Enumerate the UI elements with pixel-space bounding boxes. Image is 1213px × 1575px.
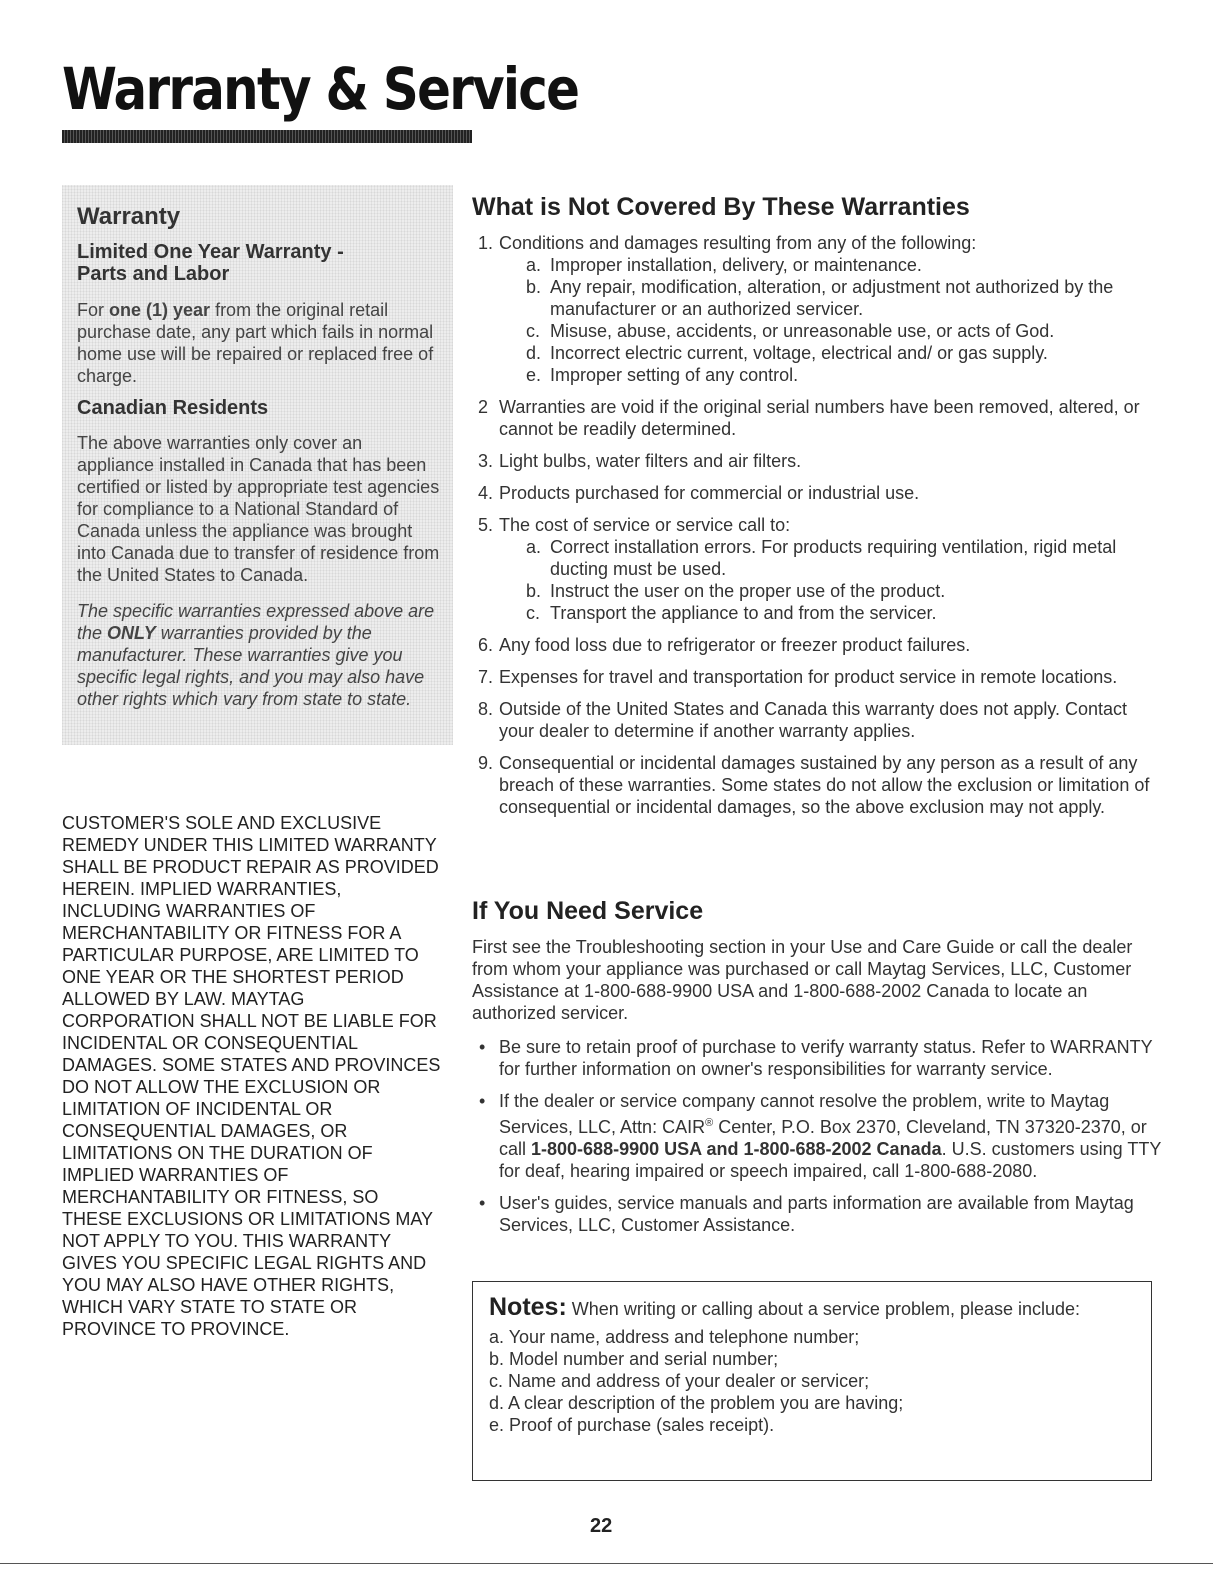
sub-item-text: Improper installation, delivery, or maintenance. (550, 255, 922, 275)
sub-item-letter: a. (526, 255, 542, 275)
limited-warranty-text (77, 299, 441, 387)
item-number: 2 (478, 397, 489, 417)
item-number: 1. (478, 233, 494, 253)
item-text: Conditions and damages resulting from any of the following: (499, 233, 977, 253)
warranty-heading: Warranty (77, 203, 181, 230)
sub-item-text: Incorrect electric current, voltage, electrical and/ or gas supply. (550, 343, 1048, 363)
notes-item: e. Proof of purchase (sales receipt). (489, 1415, 775, 1435)
item-number: 6. (478, 635, 494, 655)
not-covered-item (472, 752, 1162, 818)
not-covered-list (472, 232, 1162, 828)
bullet-marker: • (479, 1091, 486, 1111)
item-number: 4. (478, 483, 494, 503)
service-intro: First see the Troubleshooting section in your Use and Care Guide or call the dealer from whom your appliance was purchased or call Maytag Services, LLC, Customer Assistance at 1-800-688-9900 USA and 1-800-688-2002 Canada to locate an authorized servicer. (472, 937, 1133, 1023)
sub-item-letter: c. (526, 603, 541, 623)
not-covered-item (472, 514, 1162, 624)
sub-item (499, 602, 1162, 624)
limited-text-rest: from the original retail purchase date, any part which fails in normal home use will be repaired or replaced free of charge. (77, 300, 434, 386)
notes-item: a. Your name, address and telephone number; (489, 1327, 860, 1347)
item-text: Expenses for travel and transportation for product service in remote locations. (499, 667, 1118, 687)
not-covered-item (472, 634, 1162, 656)
sub-item (499, 276, 1162, 320)
sub-item-letter: b. (526, 277, 542, 297)
limited-warranty-heading: Limited One Year Warranty - Parts and Labor (77, 241, 344, 285)
sub-item (499, 536, 1162, 580)
service-heading: If You Need Service (472, 897, 704, 925)
item-text: The cost of service or service call to: (499, 515, 791, 535)
sub-item-text: Any repair, modification, alteration, or adjustment not authorized by the manufacturer or an authorized servicer. (550, 277, 1114, 319)
bullet-marker: • (479, 1037, 486, 1057)
not-covered-item (472, 666, 1162, 688)
page-number: 22 (590, 1515, 613, 1537)
bullet-text-c: . U.S. customers using TTY for deaf, hearing impaired or speech impaired, call 1-800-688-2080. (499, 1139, 1162, 1181)
sub-item-letter: d. (526, 343, 542, 363)
notes-item: b. Model number and serial number; (489, 1349, 779, 1369)
notes-list (489, 1326, 1135, 1436)
item-text: Warranties are void if the original serial numbers have been removed, altered, or cannot be readily determined. (499, 397, 1140, 439)
bullet-text: Be sure to retain proof of purchase to verify warranty status. Refer to WARRANTY for further information on owner's responsibilities for warranty service. (499, 1037, 1153, 1079)
notes-item: d. A clear description of the problem you are having; (489, 1393, 904, 1413)
not-covered-item (472, 482, 1162, 504)
item-text: Consequential or incidental damages sustained by any person as a result of any breach of these warranties. Some states do not allow the exclusion or limitation of consequential or incidental damages, so the above exclusion may not apply. (499, 753, 1150, 817)
item-text: Any food loss due to refrigerator or freezer product failures. (499, 635, 971, 655)
warranty-box (62, 185, 453, 745)
sub-item (499, 364, 1162, 386)
sub-item (499, 342, 1162, 364)
bottom-rule (0, 1563, 1213, 1564)
notes-header-line (489, 1293, 1135, 1321)
sub-item-letter: a. (526, 537, 542, 557)
not-covered-item (472, 232, 1162, 386)
service-bullets (472, 1036, 1162, 1246)
registered-mark: ® (705, 1117, 714, 1129)
not-covered-item (472, 698, 1162, 742)
limited-text-bold: one (1) year (109, 300, 211, 320)
item-number: 8. (478, 699, 494, 719)
sub-item-letter: e. (526, 365, 542, 385)
sub-item-text: Improper setting of any control. (550, 365, 799, 385)
notes-heading: Notes: (489, 1293, 567, 1321)
sub-item-text: Misuse, abuse, accidents, or unreasonable use, or acts of God. (550, 321, 1055, 341)
sub-item-letter: b. (526, 581, 542, 601)
sub-item (499, 254, 1162, 276)
bullet-phone-numbers: 1-800-688-9900 USA and 1-800-688-2002 Canada (531, 1139, 942, 1159)
bullet-text-b: Center, P.O. Box 2370, Cleveland, TN 37320-2370, or call (499, 1117, 1147, 1159)
item-number: 9. (478, 753, 494, 773)
bullet-text-a: If the dealer or service company cannot resolve the problem, write to Maytag Services, LLC, Attn: CAIR (499, 1091, 1110, 1137)
not-covered-item (472, 396, 1162, 440)
canadian-residents-heading: Canadian Residents (77, 397, 269, 419)
item-number: 5. (478, 515, 494, 535)
notes-item: c. Name and address of your dealer or servicer; (489, 1371, 870, 1391)
service-bullet (472, 1036, 1162, 1080)
page-title: Warranty & Service (62, 55, 579, 123)
notes-intro: When writing or calling about a service problem, please include: (566, 1299, 1081, 1319)
sub-item-letter: c. (526, 321, 541, 341)
italic-prefix: The specific warranties expressed above are the (77, 601, 435, 643)
service-bullet (472, 1192, 1162, 1236)
item-number: 7. (478, 667, 494, 687)
bullet-marker: • (479, 1193, 486, 1213)
italic-rest: warranties provided by the manufacturer. These warranties give you specific legal rights, and you may also have other rights which vary from state to state. (77, 623, 425, 709)
item-text: Light bulbs, water filters and air filters. (499, 451, 802, 471)
not-covered-heading: What is Not Covered By These Warranties (472, 193, 970, 221)
sub-item (499, 320, 1162, 342)
exclusive-remedy-text: CUSTOMER'S SOLE AND EXCLUSIVE REMEDY UNDER THIS LIMITED WARRANTY SHALL BE PRODUCT REPAIR AS PROVIDED HEREIN. IMPLIED WARRANTIES, INCLUDING WARRANTIES OF MERCHANTABILITY OR FITNESS FOR A PARTICULAR PURPOSE, ARE LIMITED TO ONE YEAR OR THE SHORTEST PERIOD ALLOWED BY LAW. MAYTAG CORPORATION SHALL NOT BE LIABLE FOR INCIDENTAL OR CONSEQUENTIAL DAMAGES. SOME STATES AND PROVINCES DO NOT ALLOW THE EXCLUSION OR LIMITATION OF INCIDENTAL OR CONSEQUENTIAL DAMAGES, OR LIMITATIONS ON THE DURATION OF IMPLIED WARRANTIES OF MERCHANTABILITY OR FITNESS, SO THESE EXCLUSIONS OR LIMITATIONS MAY NOT APPLY TO YOU. THIS WARRANTY GIVES YOU SPECIFIC LEGAL RIGHTS AND YOU MAY ALSO HAVE OTHER RIGHTS, WHICH VARY STATE TO STATE OR PROVINCE TO PROVINCE. (62, 813, 441, 1339)
item-number: 3. (478, 451, 494, 471)
sub-item-text: Transport the appliance to and from the servicer. (550, 603, 937, 623)
not-covered-item (472, 450, 1162, 472)
sub-item (499, 580, 1162, 602)
item-text: Outside of the United States and Canada this warranty does not apply. Contact your dealer to determine if another warranty applies. (499, 699, 1128, 741)
sub-item-text: Correct installation errors. For products requiring ventilation, rigid metal ducting must be used. (550, 537, 1117, 579)
sub-item-text: Instruct the user on the proper use of the product. (550, 581, 946, 601)
title-underline (62, 130, 472, 143)
notes-box (472, 1281, 1152, 1481)
service-bullet (472, 1090, 1162, 1182)
italic-bold: ONLY (107, 623, 156, 643)
item-text: Products purchased for commercial or industrial use. (499, 483, 920, 503)
canadian-residents-text: The above warranties only cover an appliance installed in Canada that has been certified or listed by appropriate test agencies for compliance to a National Standard of Canada unless the appliance was brought into Canada due to transfer of residence from the United States to Canada. (77, 433, 440, 585)
bullet-text: User's guides, service manuals and parts information are available from Maytag Services, LLC, Customer Assistance. (499, 1193, 1134, 1235)
specific-warranties-text (77, 600, 441, 710)
limited-text-prefix: For (77, 300, 110, 320)
